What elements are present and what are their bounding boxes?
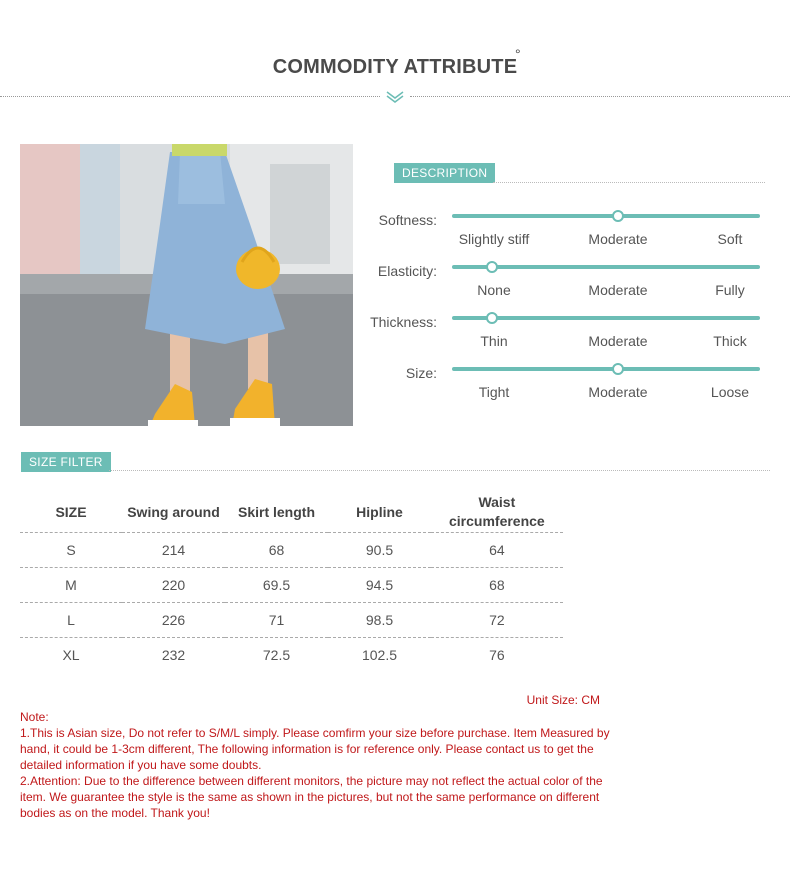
description-tag: DESCRIPTION	[394, 163, 495, 183]
page-title	[0, 46, 790, 79]
elasticity-slider	[452, 265, 760, 269]
slider-knob	[612, 363, 624, 375]
header-divider-right	[410, 96, 790, 97]
option-label: Moderate	[588, 282, 648, 298]
degree-mark: °	[515, 46, 521, 62]
thickness-slider	[452, 316, 760, 320]
table-header-row	[20, 492, 563, 533]
slider-knob	[612, 210, 624, 222]
table-cell: 232	[122, 638, 225, 673]
table-cell: 76	[431, 638, 563, 673]
option-label: Soft	[717, 231, 743, 247]
table-cell: 69.5	[225, 568, 328, 603]
table-cell: 68	[225, 533, 328, 568]
table-cell: 71	[225, 603, 328, 638]
table-cell: 102.5	[328, 638, 431, 673]
notes-heading: Note:	[20, 710, 49, 724]
option-label: Tight	[478, 384, 510, 400]
notes-item: 1.This is Asian size, Do not refer to S/M/L simply. Please comfirm your size before purchase. Item Measured by hand, it could be 1-3cm different, The following information is for reference only. Please contact us to get the detailed information if you have some doubts.	[20, 726, 610, 772]
size-filter-divider	[109, 470, 770, 471]
attribute-label: Thickness:	[370, 314, 437, 330]
table-cell: 226	[122, 603, 225, 638]
table-cell: XL	[20, 638, 122, 673]
table-cell: 64	[431, 533, 563, 568]
softness-slider	[452, 214, 760, 218]
table-cell: M	[20, 568, 122, 603]
description-divider	[493, 182, 765, 183]
table-cell: 68	[431, 568, 563, 603]
notes-item: 2.Attention: Due to the difference between different monitors, the picture may not reflect the actual color of the item. We guarantee the style is the same as shown in the pictures, but not the same performance on different bodies as on the model. Thank you!	[20, 774, 603, 820]
column-header: Waist circumference	[449, 494, 545, 529]
option-label: Moderate	[588, 384, 648, 400]
attribute-label: Size:	[405, 365, 437, 381]
slider-knob	[486, 312, 498, 324]
page-title-text: COMMODITY ATTRIBUTE	[272, 56, 518, 78]
header-divider-left	[0, 96, 380, 97]
attribute-label: Elasticity:	[377, 263, 437, 279]
column-header: SIZE	[55, 503, 87, 520]
option-label: Loose	[710, 384, 750, 400]
notes-block	[20, 709, 610, 821]
option-label: Moderate	[588, 231, 648, 247]
table-cell: 72.5	[225, 638, 328, 673]
column-header: Hipline	[356, 503, 403, 520]
size-table	[20, 492, 563, 672]
size-filter-tag: SIZE FILTER	[21, 452, 111, 472]
table-row	[20, 603, 563, 638]
option-label: Moderate	[588, 333, 648, 349]
table-row	[20, 533, 563, 568]
option-label: Thick	[713, 333, 747, 349]
column-header: Swing around	[127, 503, 220, 520]
table-cell: S	[20, 533, 122, 568]
unit-size-label: Unit Size: CM	[526, 693, 600, 707]
column-header: Skirt length	[237, 503, 315, 520]
table-cell: 220	[122, 568, 225, 603]
option-label: Slightly stiff	[458, 231, 530, 247]
table-cell: 90.5	[328, 533, 431, 568]
table-cell: 214	[122, 533, 225, 568]
table-cell: 94.5	[328, 568, 431, 603]
size-slider	[452, 367, 760, 371]
attribute-label: Softness:	[378, 212, 437, 228]
table-row	[20, 638, 563, 673]
product-photo	[20, 144, 353, 426]
option-label: Thin	[480, 333, 508, 349]
slider-knob	[486, 261, 498, 273]
table-row	[20, 568, 563, 603]
chevron-down-icon	[385, 90, 405, 104]
option-label: None	[477, 282, 511, 298]
table-cell: L	[20, 603, 122, 638]
option-label: Fully	[715, 282, 745, 298]
table-cell: 98.5	[328, 603, 431, 638]
table-cell: 72	[431, 603, 563, 638]
